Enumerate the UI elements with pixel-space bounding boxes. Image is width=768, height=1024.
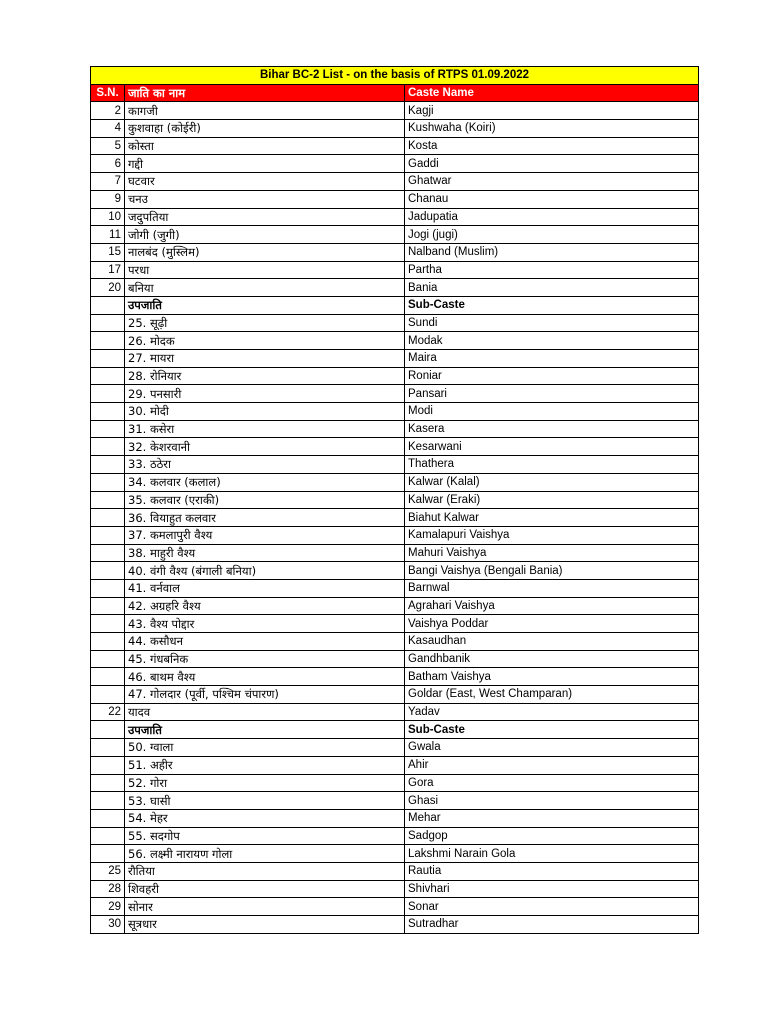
hindi-name-cell: 44. कसौधन [125, 633, 405, 651]
serial-number-cell [91, 633, 125, 651]
hindi-name-cell: यादव [125, 703, 405, 721]
serial-number-cell [91, 491, 125, 509]
caste-name-cell: Kushwaha (Koiri) [405, 120, 699, 138]
hindi-name-cell: 52. गोरा [125, 774, 405, 792]
hindi-name-cell: 54. मेहर [125, 809, 405, 827]
serial-number-cell [91, 403, 125, 421]
table-row [91, 880, 699, 898]
caste-name-cell: Modak [405, 332, 699, 350]
hindi-name-cell: 47. गोलदार (पूर्वी, पश्चिम चंपारण) [125, 686, 405, 704]
hindi-name-cell: 45. गंधबनिक [125, 650, 405, 668]
table-row [91, 686, 699, 704]
caste-name-cell: Gaddi [405, 155, 699, 173]
serial-number-cell: 17 [91, 261, 125, 279]
hindi-name-cell: गद्दी [125, 155, 405, 173]
serial-number-cell [91, 756, 125, 774]
serial-number-cell: 28 [91, 880, 125, 898]
serial-number-cell [91, 314, 125, 332]
caste-name-cell: Kosta [405, 137, 699, 155]
title-row [91, 67, 699, 85]
table-row [91, 332, 699, 350]
header-hindi-name: जाति का नाम [125, 84, 405, 102]
serial-number-cell [91, 367, 125, 385]
hindi-name-cell: कुशवाहा (कोईरी) [125, 120, 405, 138]
serial-number-cell [91, 739, 125, 757]
hindi-name-cell: 53. घासी [125, 792, 405, 810]
table-row [91, 208, 699, 226]
table-row [91, 367, 699, 385]
table-row [91, 261, 699, 279]
serial-number-cell [91, 473, 125, 491]
caste-name-cell: Batham Vaishya [405, 668, 699, 686]
caste-name-cell: Maira [405, 350, 699, 368]
hindi-name-cell: घटवार [125, 173, 405, 191]
caste-name-cell: Yadav [405, 703, 699, 721]
caste-name-cell: Lakshmi Narain Gola [405, 845, 699, 863]
serial-number-cell [91, 792, 125, 810]
caste-name-cell: Modi [405, 403, 699, 421]
caste-name-cell: Rautia [405, 862, 699, 880]
table-row [91, 544, 699, 562]
sub-caste-header-row [91, 296, 699, 314]
serial-number-cell [91, 615, 125, 633]
hindi-name-cell: 51. अहीर [125, 756, 405, 774]
hindi-name-cell: 30. मोदी [125, 403, 405, 421]
hindi-name-cell: 41. वर्नवाल [125, 579, 405, 597]
caste-name-cell: Barnwal [405, 579, 699, 597]
caste-name-cell: Roniar [405, 367, 699, 385]
table-row [91, 579, 699, 597]
table-row [91, 279, 699, 297]
caste-name-cell: Sadgop [405, 827, 699, 845]
caste-name-cell: Partha [405, 261, 699, 279]
table-row [91, 137, 699, 155]
table-row [91, 862, 699, 880]
caste-name-cell: Chanau [405, 190, 699, 208]
caste-name-cell: Biahut Kalwar [405, 509, 699, 527]
table-row [91, 756, 699, 774]
table-row [91, 226, 699, 244]
caste-name-cell: Goldar (East, West Champaran) [405, 686, 699, 704]
serial-number-cell [91, 562, 125, 580]
hindi-name-cell: 55. सदगोप [125, 827, 405, 845]
caste-name-cell: Thathera [405, 456, 699, 474]
table-row [91, 809, 699, 827]
hindi-name-cell: 26. मोदक [125, 332, 405, 350]
serial-number-cell: 5 [91, 137, 125, 155]
serial-number-cell [91, 385, 125, 403]
hindi-name-cell: 42. अग्रहरि वैश्य [125, 597, 405, 615]
serial-number-cell [91, 544, 125, 562]
hindi-name-cell: उपजाति [125, 296, 405, 314]
hindi-name-cell: 36. वियाहुत कलवार [125, 509, 405, 527]
table-row [91, 456, 699, 474]
hindi-name-cell: 25. सूढ़ी [125, 314, 405, 332]
table-row [91, 774, 699, 792]
caste-name-cell: Kalwar (Eraki) [405, 491, 699, 509]
table-row [91, 509, 699, 527]
table-row [91, 898, 699, 916]
serial-number-cell [91, 438, 125, 456]
serial-number-cell: 10 [91, 208, 125, 226]
table-row [91, 526, 699, 544]
table-row [91, 597, 699, 615]
table-row [91, 120, 699, 138]
caste-name-cell: Sutradhar [405, 916, 699, 934]
caste-name-cell: Shivhari [405, 880, 699, 898]
hindi-name-cell: 28. रोनियार [125, 367, 405, 385]
table-row [91, 615, 699, 633]
caste-name-cell: Sonar [405, 898, 699, 916]
hindi-name-cell: बनिया [125, 279, 405, 297]
caste-name-cell: Kesarwani [405, 438, 699, 456]
hindi-name-cell: कोस्ता [125, 137, 405, 155]
serial-number-cell [91, 509, 125, 527]
caste-name-cell: Ahir [405, 756, 699, 774]
caste-name-cell: Jogi (jugi) [405, 226, 699, 244]
hindi-name-cell: 40. वंगी वैश्य (बंगाली बनिया) [125, 562, 405, 580]
hindi-name-cell: रौतिया [125, 862, 405, 880]
serial-number-cell [91, 456, 125, 474]
serial-number-cell: 30 [91, 916, 125, 934]
serial-number-cell: 2 [91, 102, 125, 120]
sheet-title: Bihar BC-2 List - on the basis of RTPS 01.09.2022 [91, 67, 699, 85]
serial-number-cell: 20 [91, 279, 125, 297]
caste-name-cell: Gora [405, 774, 699, 792]
hindi-name-cell: चनउ [125, 190, 405, 208]
header-sn: S.N. [91, 84, 125, 102]
caste-name-cell: Nalband (Muslim) [405, 243, 699, 261]
caste-name-cell: Sub-Caste [405, 296, 699, 314]
hindi-name-cell: 32. केशरवानी [125, 438, 405, 456]
hindi-name-cell: परधा [125, 261, 405, 279]
table-row [91, 562, 699, 580]
caste-name-cell: Sub-Caste [405, 721, 699, 739]
hindi-name-cell: 56. लक्ष्मी नारायण गोला [125, 845, 405, 863]
caste-name-cell: Kagji [405, 102, 699, 120]
serial-number-cell: 22 [91, 703, 125, 721]
table-row [91, 650, 699, 668]
table-row [91, 243, 699, 261]
hindi-name-cell: 46. बाथम वैश्य [125, 668, 405, 686]
caste-name-cell: Ghatwar [405, 173, 699, 191]
serial-number-cell [91, 845, 125, 863]
table-row [91, 155, 699, 173]
serial-number-cell [91, 296, 125, 314]
caste-name-cell: Bangi Vaishya (Bengali Bania) [405, 562, 699, 580]
serial-number-cell [91, 809, 125, 827]
hindi-name-cell: 50. ग्वाला [125, 739, 405, 757]
caste-name-cell: Kasera [405, 420, 699, 438]
hindi-name-cell: सूत्रधार [125, 916, 405, 934]
header-row [91, 84, 699, 102]
table-row [91, 845, 699, 863]
table-row [91, 473, 699, 491]
hindi-name-cell: 27. मायरा [125, 350, 405, 368]
caste-name-cell: Bania [405, 279, 699, 297]
table-row [91, 190, 699, 208]
caste-name-cell: Jadupatia [405, 208, 699, 226]
caste-name-cell: Mahuri Vaishya [405, 544, 699, 562]
table-row [91, 792, 699, 810]
header-caste-name: Caste Name [405, 84, 699, 102]
caste-name-cell: Sundi [405, 314, 699, 332]
hindi-name-cell: 29. पनसारी [125, 385, 405, 403]
table-row [91, 916, 699, 934]
serial-number-cell [91, 332, 125, 350]
hindi-name-cell: 33. ठठेरा [125, 456, 405, 474]
hindi-name-cell: सोनार [125, 898, 405, 916]
hindi-name-cell: उपजाति [125, 721, 405, 739]
table-row [91, 314, 699, 332]
hindi-name-cell: कागजी [125, 102, 405, 120]
caste-name-cell: Mehar [405, 809, 699, 827]
table-row [91, 350, 699, 368]
table-row [91, 385, 699, 403]
table-row [91, 403, 699, 421]
caste-name-cell: Kalwar (Kalal) [405, 473, 699, 491]
caste-list-table [90, 66, 699, 934]
serial-number-cell [91, 721, 125, 739]
serial-number-cell [91, 827, 125, 845]
caste-name-cell: Kamalapuri Vaishya [405, 526, 699, 544]
caste-name-cell: Agrahari Vaishya [405, 597, 699, 615]
serial-number-cell [91, 650, 125, 668]
hindi-name-cell: नालबंद (मुस्लिम) [125, 243, 405, 261]
serial-number-cell [91, 686, 125, 704]
hindi-name-cell: 43. वैश्य पोद्दार [125, 615, 405, 633]
hindi-name-cell: शिवहरी [125, 880, 405, 898]
caste-name-cell: Vaishya Poddar [405, 615, 699, 633]
serial-number-cell [91, 774, 125, 792]
serial-number-cell: 29 [91, 898, 125, 916]
hindi-name-cell: 38. माहुरी वैश्य [125, 544, 405, 562]
sub-caste-header-row [91, 721, 699, 739]
table-row [91, 633, 699, 651]
table-row [91, 703, 699, 721]
caste-name-cell: Pansari [405, 385, 699, 403]
table-row [91, 102, 699, 120]
caste-name-cell: Gwala [405, 739, 699, 757]
caste-name-cell: Kasaudhan [405, 633, 699, 651]
serial-number-cell [91, 579, 125, 597]
table-row [91, 420, 699, 438]
serial-number-cell: 25 [91, 862, 125, 880]
table-row [91, 827, 699, 845]
serial-number-cell [91, 597, 125, 615]
table-row [91, 173, 699, 191]
serial-number-cell: 4 [91, 120, 125, 138]
table-row [91, 491, 699, 509]
serial-number-cell: 11 [91, 226, 125, 244]
serial-number-cell [91, 350, 125, 368]
serial-number-cell [91, 526, 125, 544]
serial-number-cell [91, 420, 125, 438]
caste-name-cell: Ghasi [405, 792, 699, 810]
serial-number-cell [91, 668, 125, 686]
caste-name-cell: Gandhbanik [405, 650, 699, 668]
hindi-name-cell: जोगी (जुगी) [125, 226, 405, 244]
hindi-name-cell: 34. कलवार (कलाल) [125, 473, 405, 491]
serial-number-cell: 6 [91, 155, 125, 173]
hindi-name-cell: जदुपतिया [125, 208, 405, 226]
table-row [91, 668, 699, 686]
hindi-name-cell: 37. कमलापुरी वैश्य [125, 526, 405, 544]
table-row [91, 739, 699, 757]
table-row [91, 438, 699, 456]
serial-number-cell: 7 [91, 173, 125, 191]
serial-number-cell: 15 [91, 243, 125, 261]
hindi-name-cell: 35. कलवार (एराकी) [125, 491, 405, 509]
serial-number-cell: 9 [91, 190, 125, 208]
hindi-name-cell: 31. कसेरा [125, 420, 405, 438]
